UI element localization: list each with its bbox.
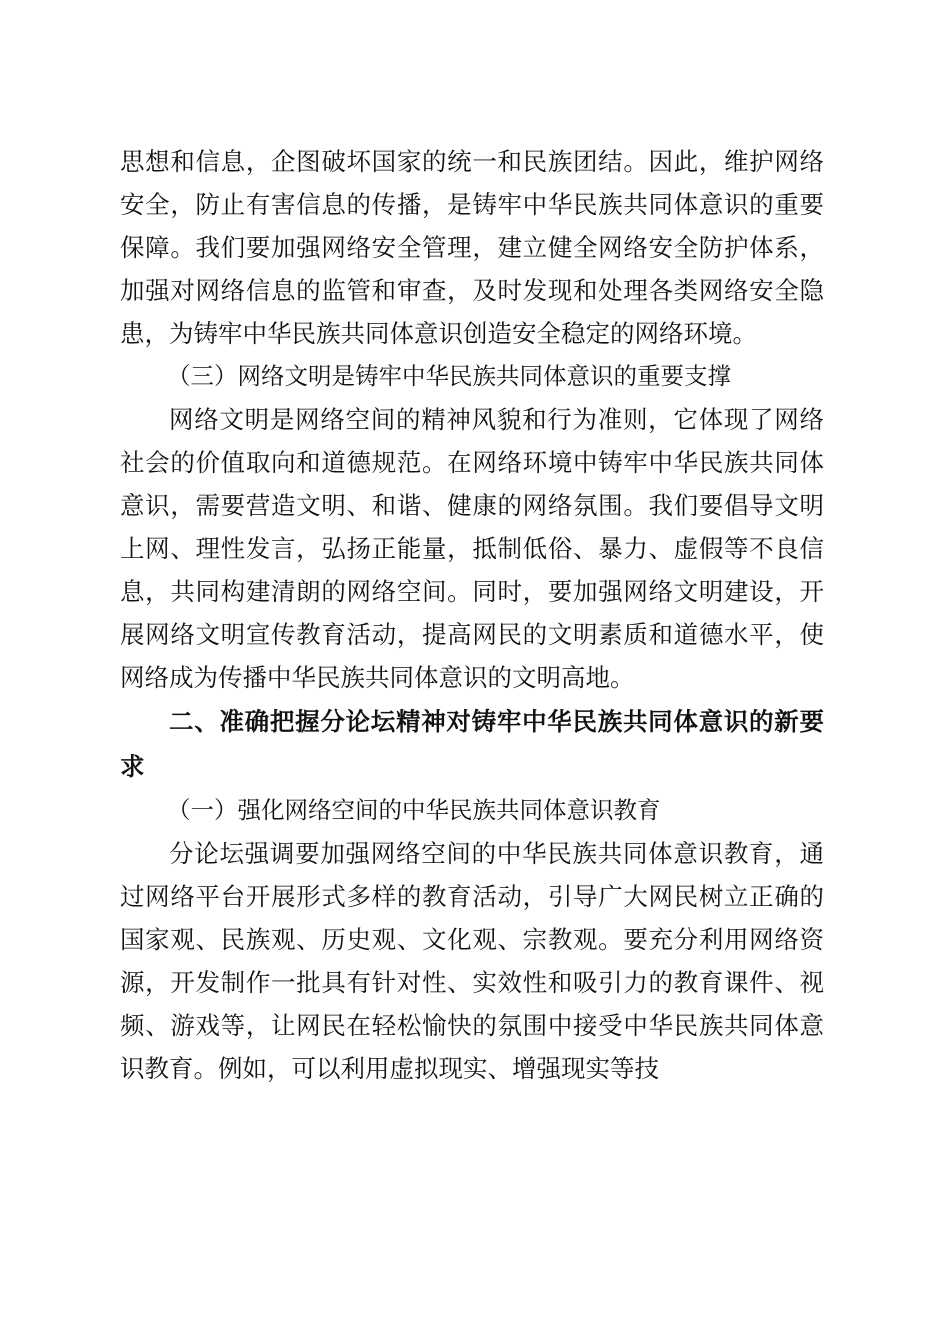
subsection-heading-3: （三）网络文明是铸牢中华民族共同体意识的重要支撑 bbox=[167, 362, 731, 390]
paragraph-continued: 思想和信息，企图破坏国家的统一和民族团结。因此，维护网络安全，防止有害信息的传播，是铸牢中华民族共同体意识的重要保障。我们要加强网络安全管理，建立健全网络安全防护体系，加强对网络信息的监管和审查，及时发现和处理各类网络安全隐患，为铸牢中华民族共同体意识创造安全稳定的网络环境。 bbox=[120, 147, 824, 348]
paragraph-network-civilization: 网络文明是网络空间的精神风貌和行为准则，它体现了网络社会的价值取向和道德规范。在网络环境中铸牢中华民族共同体意识，需要营造文明、和谐、健康的网络氛围。我们要倡导文明上网、理性发言，弘扬正能量，抵制低俗、暴力、虚假等不良信息，共同构建清朗的网络空间。同时，要加强网络文明建设，开展网络文明宣传教育活动，提高网民的文明素质和道德水平，使网络成为传播中华民族共同体意识的文明高地。 bbox=[120, 405, 824, 692]
subsection-heading-2-1: （一）强化网络空间的中华民族共同体意识教育 bbox=[167, 796, 661, 824]
paragraph-education: 分论坛强调要加强网络空间的中华民族共同体意识教育，通过网络平台开展形式多样的教育活动，引导广大网民树立正确的国家观、民族观、历史观、文化观、宗教观。要充分利用网络资源，开发制作一批具有针对性、实效性和吸引力的教育课件、视频、游戏等，让网民在轻松愉快的氛围中接受中华民族共同体意识教育。例如，可以利用虚拟现实、增强现实等技 bbox=[120, 839, 824, 1083]
document-page bbox=[120, 140, 824, 1090]
section-heading-2: 二、准确把握分论坛精神对铸牢中华民族共同体意识的新要求 bbox=[120, 707, 824, 781]
